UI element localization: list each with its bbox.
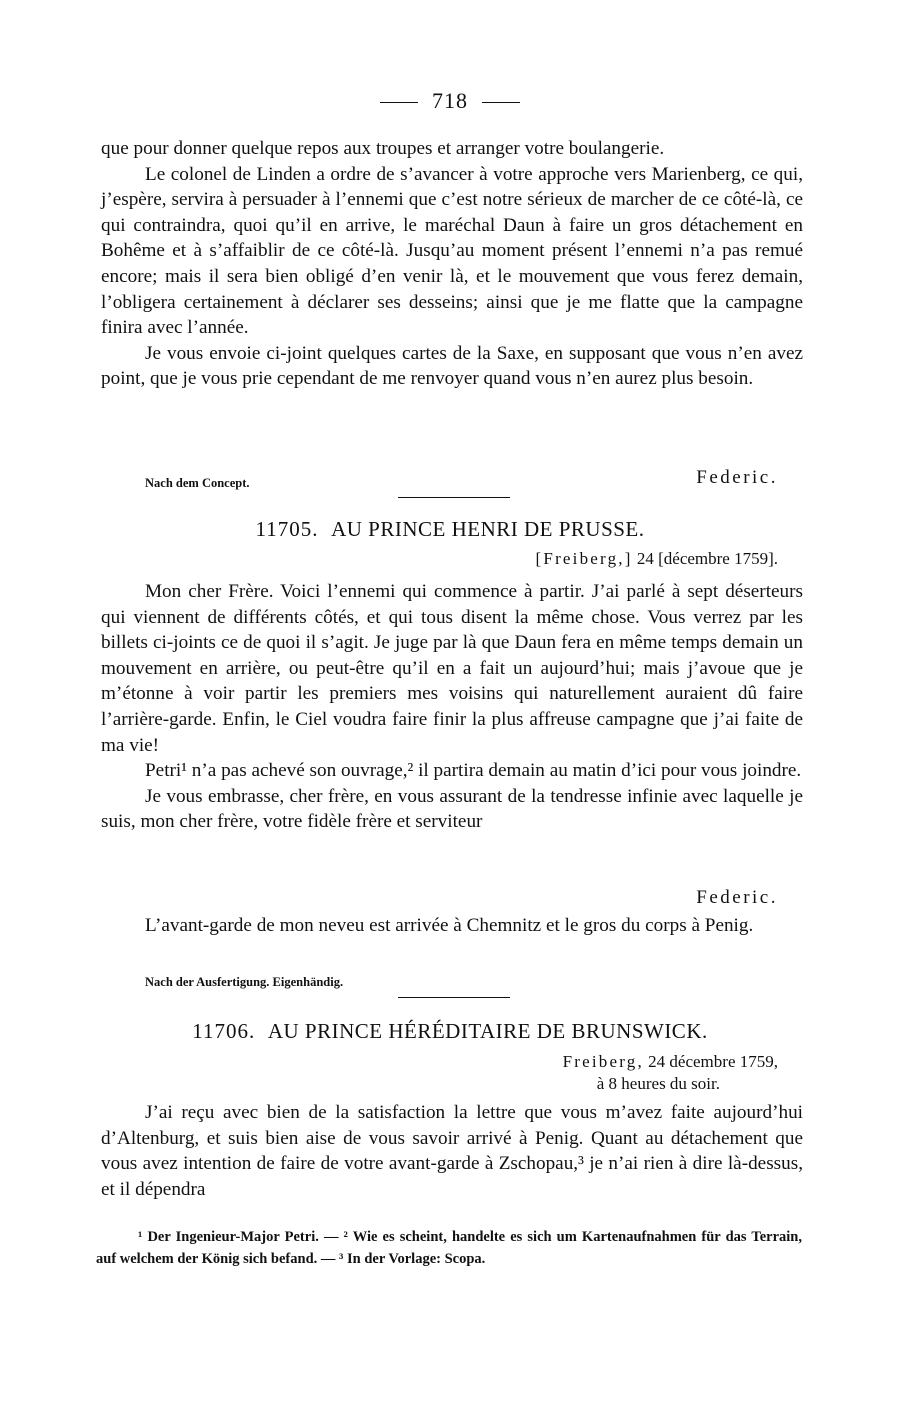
footnotes xyxy=(96,1226,802,1270)
dateline xyxy=(536,549,778,569)
section-divider xyxy=(398,997,510,998)
signature: Federic. xyxy=(696,887,778,908)
letter-number: 11706. xyxy=(192,1019,256,1043)
paragraph: L’avant-garde de mon neveu est arrivée à Chemnitz et le gros du corps à Penig. xyxy=(145,915,754,936)
dateline-date: 24 décembre 1759, xyxy=(648,1052,778,1071)
letter-number: 11705. xyxy=(255,517,319,541)
page-number: 718 xyxy=(0,88,900,114)
paragraph: que pour donner quelque repos aux troupes et arranger votre boulangerie. xyxy=(101,138,665,159)
continued-letter-body xyxy=(101,136,803,392)
page-number-dash-left xyxy=(380,102,418,103)
postscript xyxy=(101,913,803,939)
dateline-place: [Freiberg,] xyxy=(535,549,633,568)
page-number-dash-right xyxy=(482,102,520,103)
signature: Federic. xyxy=(696,467,778,488)
source-note: Nach dem Concept. xyxy=(145,476,250,490)
paragraph: Je vous embrasse, cher frère, en vous assurant de la tendresse infinie avec laquelle je suis, mon cher frère, votre fidèle frère et serviteur xyxy=(101,785,803,833)
letter-title: AU PRINCE HÉRÉDITAIRE DE BRUNSWICK. xyxy=(267,1019,708,1043)
letter-body xyxy=(101,1100,803,1202)
letter-heading xyxy=(0,517,900,542)
paragraph: Le colonel de Linden a ordre de s’avancer à votre approche vers Marienberg, ce qui, j’espère, servira à persuader à l’ennemi que c’est notre sérieux de marcher de ce côté-là, ce qui contraindra, quoi qu’il en arrive, le maréchal Daun à faire un gros détachement en Bohême et à s’affaiblir de ce côté-là. Jusqu’au moment présent l’ennemi n’a pas remué encore; mais il sera bien obligé d’en venir là, et le mouvement que vous ferez demain, l’obligera certainement à déclarer ses desseins; ainsi que je me flatte que la campagne finira avec l’année. xyxy=(101,163,803,339)
footnote-text: ¹ Der Ingenieur-Major Petri. — ² Wie es scheint, handelte es sich um Kartenaufnahmen für das Terrain, auf welchem der König sich befand. — ³ In der Vorlage: Scopa. xyxy=(96,1229,802,1267)
dateline xyxy=(563,1051,778,1095)
paragraph: Petri¹ n’a pas achevé son ouvrage,² il partira demain au matin d’ici pour vous joindre. xyxy=(145,760,802,782)
dateline-place: Freiberg, xyxy=(562,1052,644,1071)
dateline-date: 24 [décembre 1759]. xyxy=(636,549,778,568)
letter-body xyxy=(101,579,803,835)
paragraph: J’ai reçu avec bien de la satisfaction la lettre que vous m’avez faite aujourd’hui d’Altenburg, et suis bien aise de vous savoir arrivé à Penig. Quant au détachement que vous avez intention de faire de votre avant-garde à Zschopau,³ je n’ai rien à dire là-dessus, et il dépendra xyxy=(101,1102,803,1200)
paragraph: Mon cher Frère. Voici l’ennemi qui commence à partir. J’ai parlé à sept déserteurs qui viennent de différents côtés, et qui tous disent la même chose. Vous verrez par les billets ci-joints ce de quoi il s’agit. Je juge par là que Daun fera en même temps demain un mouvement en arrière, ou peut-être qu’il en a fait un aujourd’hui; mais j’avoue que je m’étonne à voir partir les premiers mes voisins qui naturellement auraient dû faire l’arrière-garde. Enfin, le Ciel voudra faire finir la plus affreuse campagne que j’ai faite de ma vie! xyxy=(101,581,803,756)
dateline-time: à 8 heures du soir. xyxy=(596,1074,720,1093)
source-note: Nach der Ausfertigung. Eigenhändig. xyxy=(145,975,344,989)
section-divider xyxy=(398,497,510,498)
letter-title: AU PRINCE HENRI DE PRUSSE. xyxy=(331,517,645,541)
letter-heading xyxy=(0,1019,900,1044)
paragraph: Je vous envoie ci-joint quelques cartes de la Saxe, en supposant que vous n’en avez point, que je vous prie cependant de me renvoyer quand vous n’en aurez plus besoin. xyxy=(101,342,803,390)
